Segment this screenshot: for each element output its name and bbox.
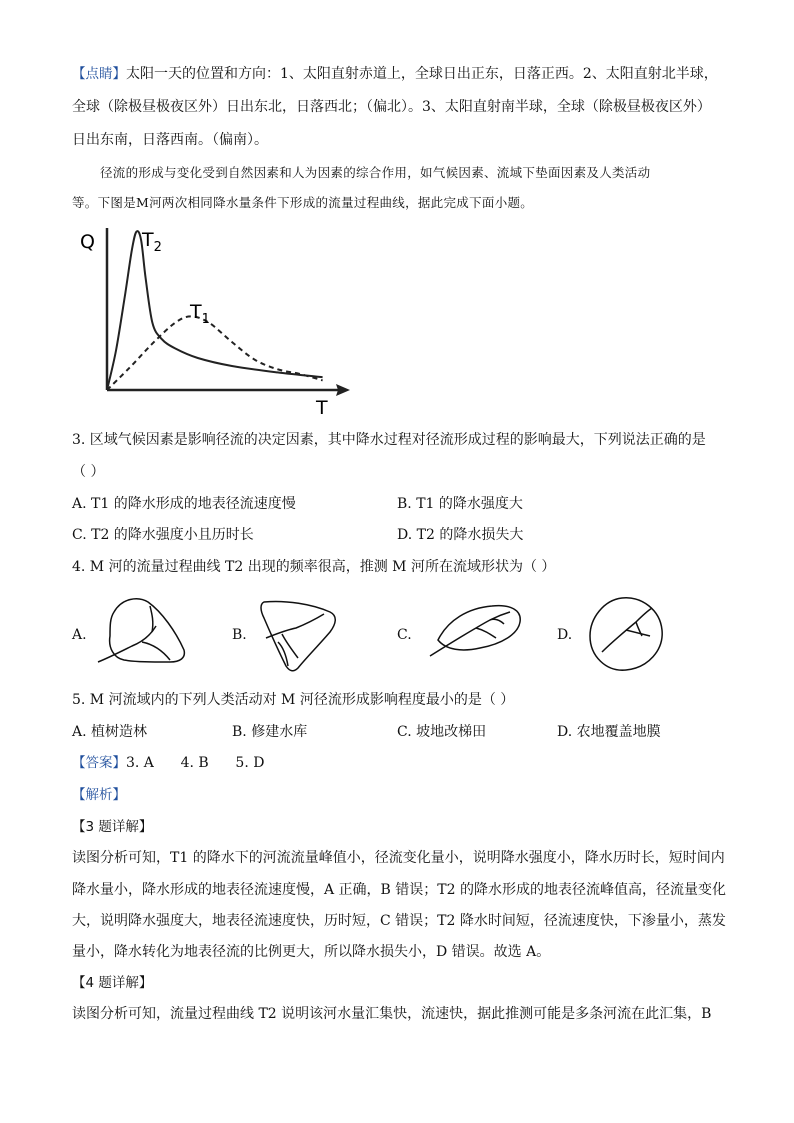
answer-label: 【答案】 bbox=[72, 755, 126, 771]
q5-option-c[interactable]: C. 坡地改梯田 bbox=[397, 724, 487, 740]
detail3-label: 【3 题详解】 bbox=[72, 819, 153, 835]
series-t1-label-sub: 1 bbox=[201, 312, 210, 327]
q5-option-d[interactable]: D. 农地覆盖地膜 bbox=[557, 724, 661, 740]
q5-option-b[interactable]: B. 修建水库 bbox=[232, 724, 308, 740]
flow-chart bbox=[72, 222, 362, 422]
q4-option-b[interactable]: B. bbox=[232, 627, 247, 643]
basin-shape-d-image bbox=[582, 592, 668, 676]
detail3-line-1: 读图分析可知，T1 的降水下的河流流量峰值小，径流变化量小，说明降水强度小，降水历时长，短时间内 bbox=[72, 850, 725, 866]
detail3-line-2: 降水量小，降水形成的地表径流速度慢，A 正确，B 错误；T2 的降水形成的地表径流峰值高，径流量变化 bbox=[72, 882, 726, 898]
answer-line bbox=[72, 753, 264, 773]
series-t2-line bbox=[107, 231, 323, 390]
answer-text: 3. A 4. B 5. D bbox=[126, 755, 265, 771]
detail3-line-4: 量小，降水转化为地表径流的比例更大，所以降水损失小，D 错误。故选 A。 bbox=[72, 944, 551, 960]
q3-option-a[interactable]: A. T1 的降水形成的地表径流速度慢 bbox=[72, 496, 296, 512]
series-t1-label-main: T bbox=[190, 301, 202, 323]
basin-shape-a-image bbox=[92, 592, 192, 668]
intro-line-1: 径流的形成与变化受到自然因素和人为因素的综合作用，如气候因素、流域下垫面因素及人类活动 bbox=[100, 165, 651, 180]
q5-stem: 5. M 河流域内的下列人类活动对 M 河径流形成影响程度最小的是（ ） bbox=[72, 692, 515, 708]
q4-option-c[interactable]: C. bbox=[397, 627, 412, 643]
q3-option-c[interactable]: C. T2 的降水强度小且历时长 bbox=[72, 527, 254, 543]
series-t2-label-sub: 2 bbox=[153, 240, 162, 255]
tip-line-1 bbox=[72, 64, 718, 84]
x-axis-label: T bbox=[316, 397, 328, 419]
tip-line-2: 全球（除极昼极夜区外）日出东北，日落西北；（偏北）。3、太阳直射南半球，全球（除极昼极夜区外） bbox=[72, 99, 711, 115]
q4-option-a[interactable]: A. bbox=[72, 627, 87, 643]
series-t1-line bbox=[107, 316, 323, 390]
y-axis-label: Q bbox=[80, 231, 95, 253]
x-axis-arrow bbox=[336, 384, 350, 396]
q3-paren: （ ） bbox=[72, 464, 105, 480]
intro-line-2: 等。下图是M河两次相同降水量条件下形成的流量过程曲线，据此完成下面小题。 bbox=[72, 195, 534, 210]
q5-option-a[interactable]: A. 植树造林 bbox=[72, 724, 148, 740]
tip-text-1: 太阳一天的位置和方向：1、太阳直射赤道上，全球日出正东，日落正西。2、太阳直射北半球， bbox=[126, 66, 718, 82]
basin-shape-c-image bbox=[418, 598, 528, 658]
series-t1-label bbox=[189, 301, 210, 327]
analysis-label: 【解析】 bbox=[72, 787, 126, 803]
q4-stem: 4. M 河的流量过程曲线 T2 出现的频率很高，推测 M 河所在流域形状为（ ） bbox=[72, 559, 556, 575]
series-t2-label-main: T bbox=[142, 229, 154, 251]
basin-shape-b-image bbox=[252, 594, 342, 676]
detail3-line-3: 大，说明降水强度大，地表径流速度快，历时短，C 错误；T2 降水时间短，径流速度快，下渗量小，蒸发 bbox=[72, 913, 726, 929]
detail4-label: 【4 题详解】 bbox=[72, 975, 153, 991]
tip-line-3: 日出东南，日落西南。（偏南）。 bbox=[72, 132, 268, 148]
tip-label: 【点睛】 bbox=[72, 66, 126, 82]
q3-stem: 3. 区域气候因素是影响径流的决定因素，其中降水过程对径流形成过程的影响最大，下列说法正确的是 bbox=[72, 432, 706, 448]
detail4-line-1: 读图分析可知，流量过程曲线 T2 说明该河水量汇集快，流速快，据此推测可能是多条河流在此汇集，B bbox=[72, 1006, 712, 1022]
q4-option-d[interactable]: D. bbox=[557, 627, 573, 643]
q3-option-d[interactable]: D. T2 的降水损失大 bbox=[397, 527, 524, 543]
q3-option-b[interactable]: B. T1 的降水强度大 bbox=[397, 496, 523, 512]
series-t2-label bbox=[141, 229, 162, 255]
